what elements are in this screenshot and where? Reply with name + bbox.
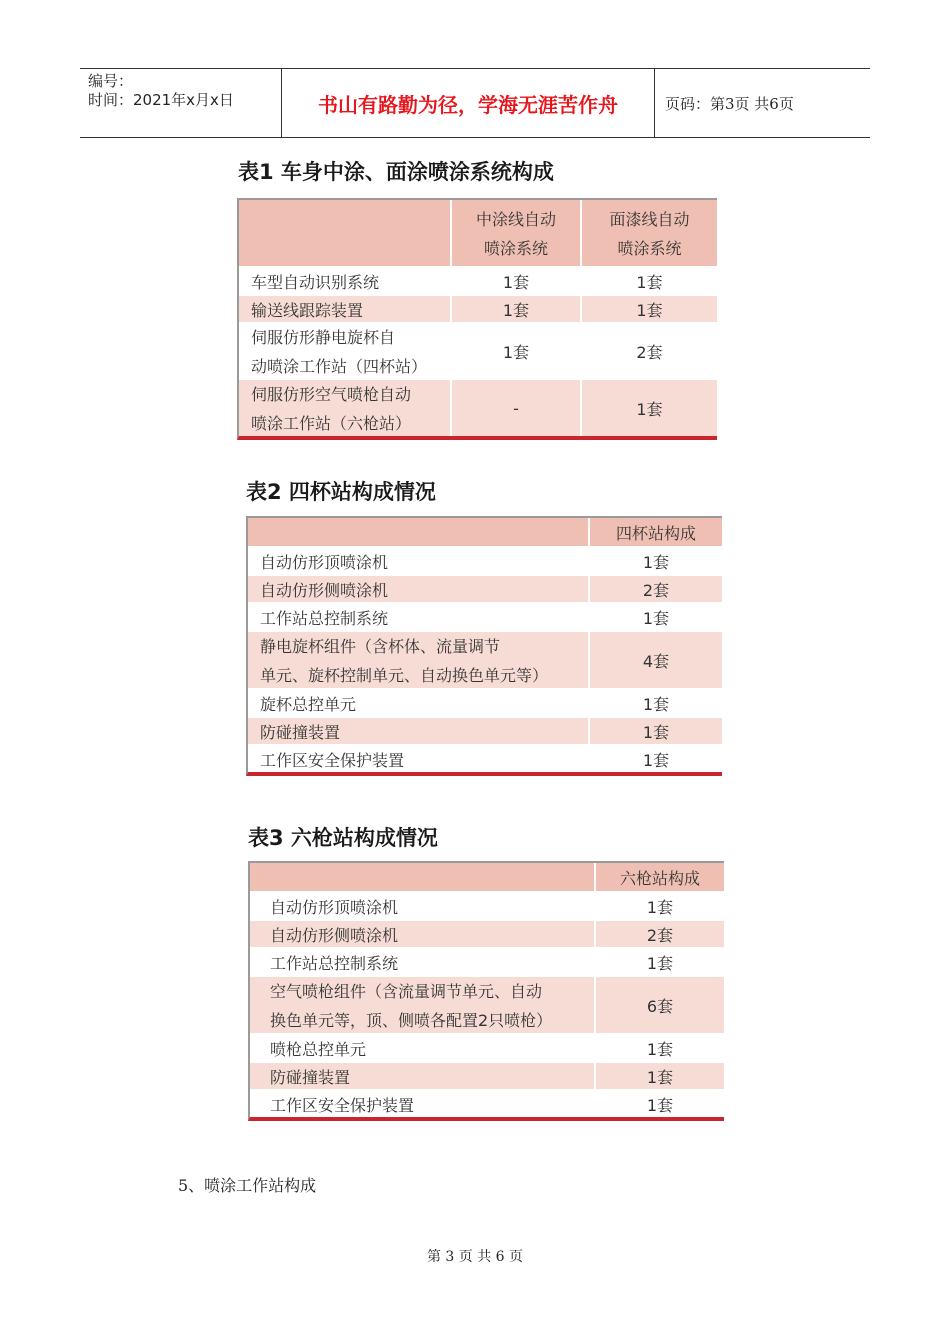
page-footer: 第 3 页 共 6 页 (426, 1249, 524, 1265)
section-heading: 5、喷涂工作站构成 (178, 1176, 317, 1195)
time-label: 时间：2021年x月x日 (88, 91, 234, 109)
table3-caption: 表3 六枪站构成情况 (248, 826, 438, 850)
table3-col-header: 六枪站构成 (594, 863, 724, 891)
table-row: 喷枪总控单元 1套 (250, 1033, 724, 1061)
table2-col-header: 四杯站构成 (588, 518, 722, 546)
table3 (248, 861, 724, 1121)
table2 (246, 516, 722, 776)
table-row: 工作区安全保护装置 1套 (248, 744, 722, 772)
table-row: 空气喷枪组件（含流量调节单元、自动 换色单元等，顶、侧喷各配置2只喷枪） 6套 (250, 975, 724, 1033)
table-row: 自动仿形顶喷涂机 1套 (250, 891, 724, 919)
table1-col1-header: 中涂线自动 喷涂系统 (450, 200, 580, 266)
table-row: 伺服仿形静电旋杯自 动喷涂工作站（四杯站） 1套 2套 (239, 322, 717, 378)
header-meta (80, 69, 282, 137)
table-row: 自动仿形侧喷涂机 2套 (248, 574, 722, 602)
table3-header-row (250, 863, 724, 891)
header-page-info: 页码：第3页 共6页 (665, 94, 794, 113)
table-row: 伺服仿形空气喷枪自动 喷涂工作站（六枪站） - 1套 (239, 378, 717, 436)
table-row: 防碰撞装置 1套 (248, 716, 722, 744)
table-row: 防碰撞装置 1套 (250, 1061, 724, 1089)
table3-header-blank (250, 863, 594, 891)
page-header (80, 68, 870, 138)
header-motto: 书山有路勤为径，学海无涯苦作舟 (282, 69, 655, 137)
table1-header-blank (239, 200, 450, 266)
table-row: 车型自动识别系统 1套 1套 (239, 266, 717, 294)
table1-caption: 表1 车身中涂、面涂喷涂系统构成 (238, 160, 554, 184)
table-row: 静电旋杯组件（含杯体、流量调节 单元、旋杯控制单元、自动换色单元等） 4套 (248, 630, 722, 688)
table-row: 工作站总控制系统 1套 (250, 947, 724, 975)
table1 (237, 198, 717, 440)
table2-caption: 表2 四杯站构成情况 (246, 480, 436, 504)
table-row: 工作站总控制系统 1套 (248, 602, 722, 630)
serial-label: 编号： (88, 72, 134, 90)
table2-header-row (248, 518, 722, 546)
table1-header-row (239, 200, 717, 266)
table-row: 旋杯总控单元 1套 (248, 688, 722, 716)
table-row: 自动仿形顶喷涂机 1套 (248, 546, 722, 574)
table2-header-blank (248, 518, 588, 546)
table1-col2-header: 面漆线自动 喷涂系统 (580, 200, 717, 266)
table-row: 工作区安全保护装置 1套 (250, 1089, 724, 1117)
table-row: 自动仿形侧喷涂机 2套 (250, 919, 724, 947)
table-row: 输送线跟踪装置 1套 1套 (239, 294, 717, 322)
